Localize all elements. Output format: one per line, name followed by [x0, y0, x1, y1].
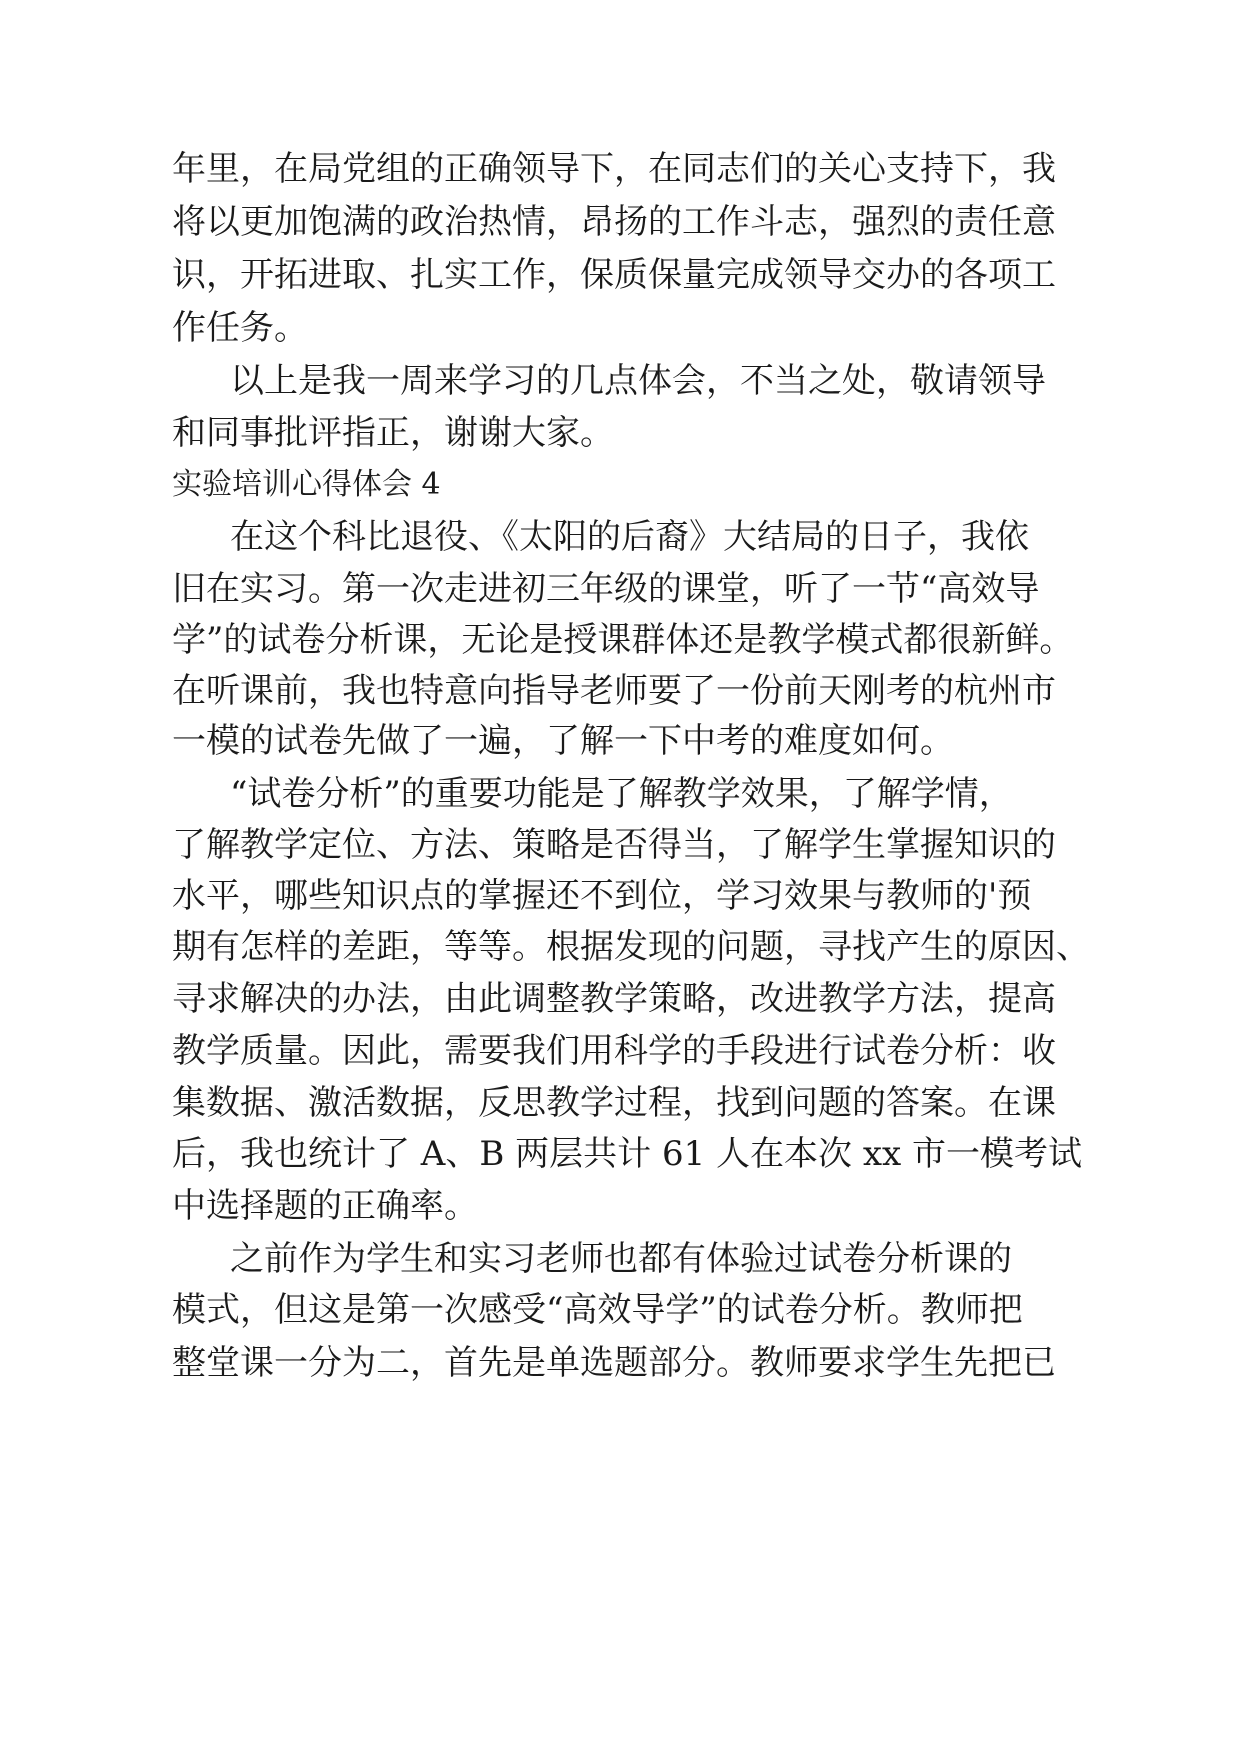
text-line-24: 整堂课一分为二，首先是单选题部分。教师要求学生先把已: [172, 1343, 1056, 1383]
text-line-1: 年里，在局党组的正确领导下，在同志们的关心支持下，我: [172, 149, 1056, 189]
text-line-8: 在这个科比退役、《太阳的后裔》大结局的日子，我依: [230, 517, 1029, 557]
text-line-5: 以上是我一周来学习的几点体会，不当之处，敬请领导: [230, 361, 1046, 401]
text-line-6: 和同事批评指正，谢谢大家。: [172, 413, 614, 453]
text-line-12: 一模的试卷先做了一遍，了解一下中考的难度如何。: [172, 721, 954, 761]
text-line-14: 了解教学定位、方法、策略是否得当，了解学生掌握知识的: [172, 825, 1056, 865]
text-line-10: 学”的试卷分析课，无论是授课群体还是教学模式都很新鲜。: [172, 620, 1074, 660]
text-line-22: 之前作为学生和实习老师也都有体验过试卷分析课的: [230, 1239, 1012, 1279]
text-line-21: 中选择题的正确率。: [172, 1186, 478, 1226]
text-line-18: 教学质量。因此，需要我们用科学的手段进行试卷分析：收: [172, 1031, 1056, 1071]
text-line-15: 水平，哪些知识点的掌握还不到位，学习效果与教师的'预: [172, 876, 1032, 916]
text-line-17: 寻求解决的办法，由此调整教学策略，改进教学方法，提高: [172, 979, 1056, 1019]
text-line-13: “试卷分析”的重要功能是了解教学效果，了解学情，: [230, 774, 1013, 814]
text-line-2: 将以更加饱满的政治热情，昂扬的工作斗志，强烈的责任意: [172, 202, 1056, 242]
text-line-16: 期有怎样的差距，等等。根据发现的问题，寻找产生的原因、: [172, 927, 1090, 967]
text-line-23: 模式，但这是第一次感受“高效导学”的试卷分析。教师把: [172, 1290, 1023, 1330]
text-line-9: 旧在实习。第一次走进初三年级的课堂，听了一节“高效导: [172, 569, 1040, 609]
text-line-11: 在听课前，我也特意向指导老师要了一份前天刚考的杭州市: [172, 671, 1056, 711]
text-line-20: 后，我也统计了 A、B 两层共计 61 人在本次 xx 市一模考试: [172, 1134, 1082, 1174]
text-line-3: 识，开拓进取、扎实工作，保质保量完成领导交办的各项工: [172, 255, 1056, 295]
text-line-19: 集数据、激活数据，反思教学过程，找到问题的答案。在课: [172, 1083, 1056, 1123]
section-heading: 实验培训心得体会 4: [172, 467, 441, 502]
text-line-4: 作任务。: [172, 308, 308, 348]
